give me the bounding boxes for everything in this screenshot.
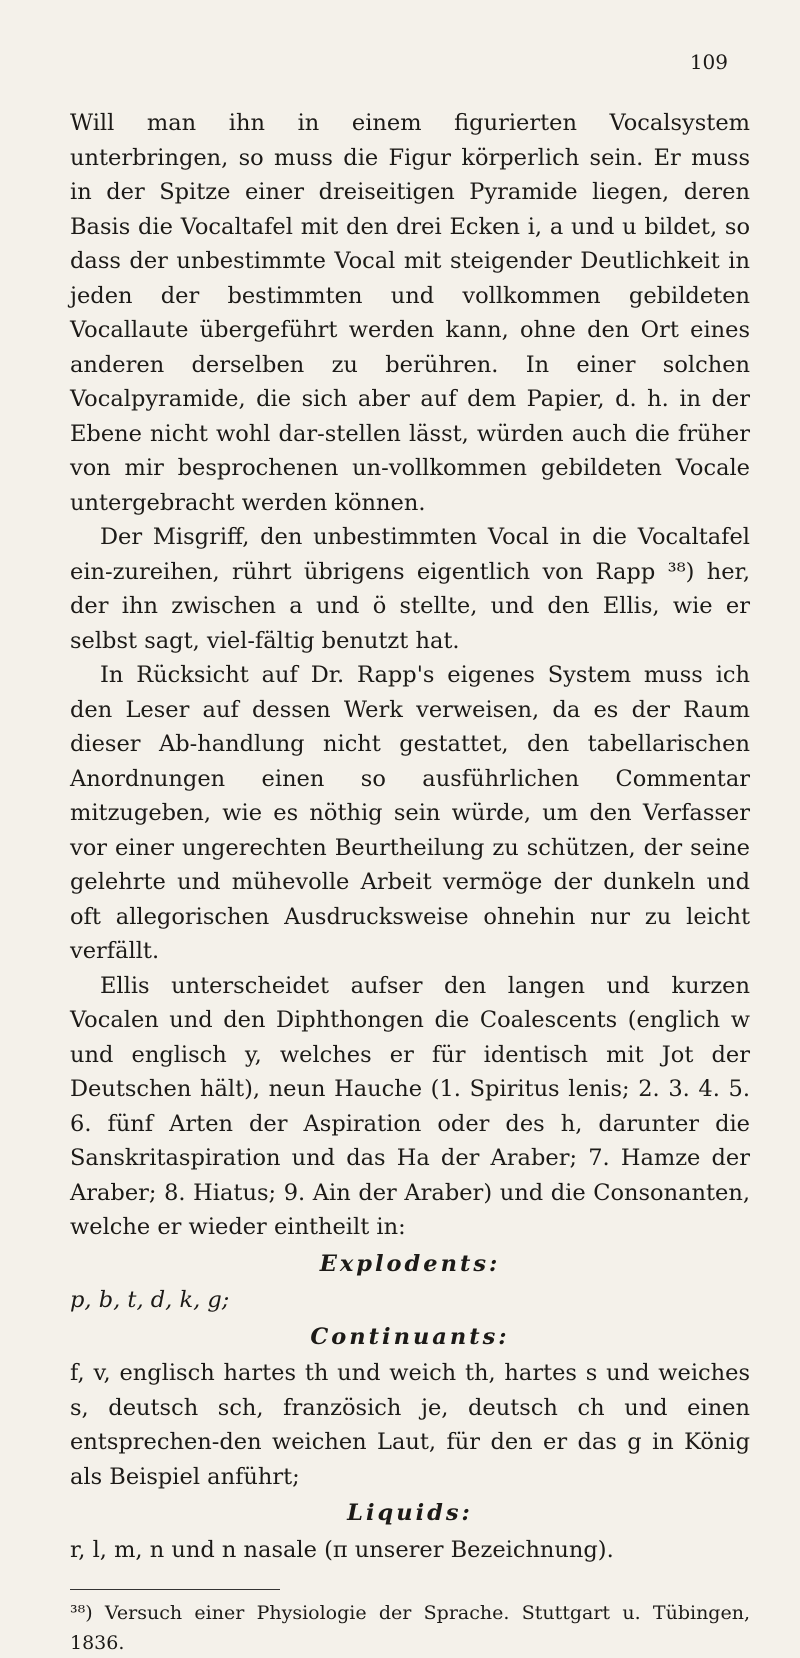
paragraph-4: Ellis unterscheidet aufser den langen und kurzen Vocalen und den Diphthongen die Coalescents (englich w und englisch y, welches er für identisch mit Jot der Deutschen hält), neun Hauche (1. Spiritus lenis; 2. 3. 4. 5. 6. fünf Arten der Aspiration oder des h, darunter die Sanskritaspiration und das Ha der Araber; 7. Hamze der Araber; 8. Hiatus; 9. Ain der Araber) und die Consonanten, welche er wieder eintheilt in: [70, 972, 750, 1240]
footnote: ³⁸) Versuch einer Physiologie der Sprache. Stuttgart u. Tübingen, 1836. [70, 1602, 750, 1654]
footnote-divider [70, 1589, 280, 1590]
section-heading-continuants: Continuants: [310, 1323, 510, 1350]
section-heading-explodents: Explodents: [319, 1250, 501, 1277]
body-text [70, 106, 750, 1658]
section-heading-liquids: Liquids: [347, 1500, 473, 1526]
section-body-liquids: r, l, m, n und n nasale (π unserer Bezeichnung). [70, 1536, 614, 1563]
section-body-continuants: f, v, englisch hartes th und weich th, hartes s und weiches s, deutsch sch, französich je, deutsch ch und einen entsprechen-den weichen Laut, für den er das g in König als Beispiel anführt; [70, 1360, 750, 1490]
paragraph-2: Der Misgriff, den unbestimmten Vocal in die Vocaltafel ein-zureihen, rührt übrigens eigentlich von Rapp ³⁸) her, der ihn zwischen a und ö stellte, und den Ellis, wie er selbst sagt, viel-fältig benutzt hat. [70, 524, 750, 654]
paragraph-3: In Rücksicht auf Dr. Rapp's eigenes System muss ich den Leser auf dessen Werk verweisen, da es der Raum dieser Ab-handlung nicht gestattet, den tabellarischen Anordnungen einen so ausführlichen Commentar mitzugeben, wie es nöthig sein würde, um den Verfasser vor einer ungerechten Beurtheilung zu schützen, der seine gelehrte und mühevolle Arbeit vermöge der dunkeln und oft allegorischen Ausdrucksweise ohnehin nur zu leicht verfällt. [70, 662, 750, 964]
paragraph-1: Will man ihn in einem figurierten Vocalsystem unterbringen, so muss die Figur körperlich sein. Er muss in der Spitze einer dreiseitigen Pyramide liegen, deren Basis die Vocaltafel mit den drei Ecken i, a und u bildet, so dass der unbestimmte Vocal mit steigender Deutlichkeit in jeden der bestimmten und vollkommen gebildeten Vocallaute übergeführt werden kann, ohne den Ort eines anderen derselben zu berühren. In einer solchen Vocalpyramide, die sich aber auf dem Papier, d. h. in der Ebene nicht wohl dar-stellen lässt, würden auch die früher von mir besprochenen un-vollkommen gebildeten Vocale untergebracht werden können. [70, 110, 750, 516]
page-number: 109 [689, 50, 728, 74]
section-body-explodents: p, b, t, d, k, g; [70, 1287, 230, 1313]
